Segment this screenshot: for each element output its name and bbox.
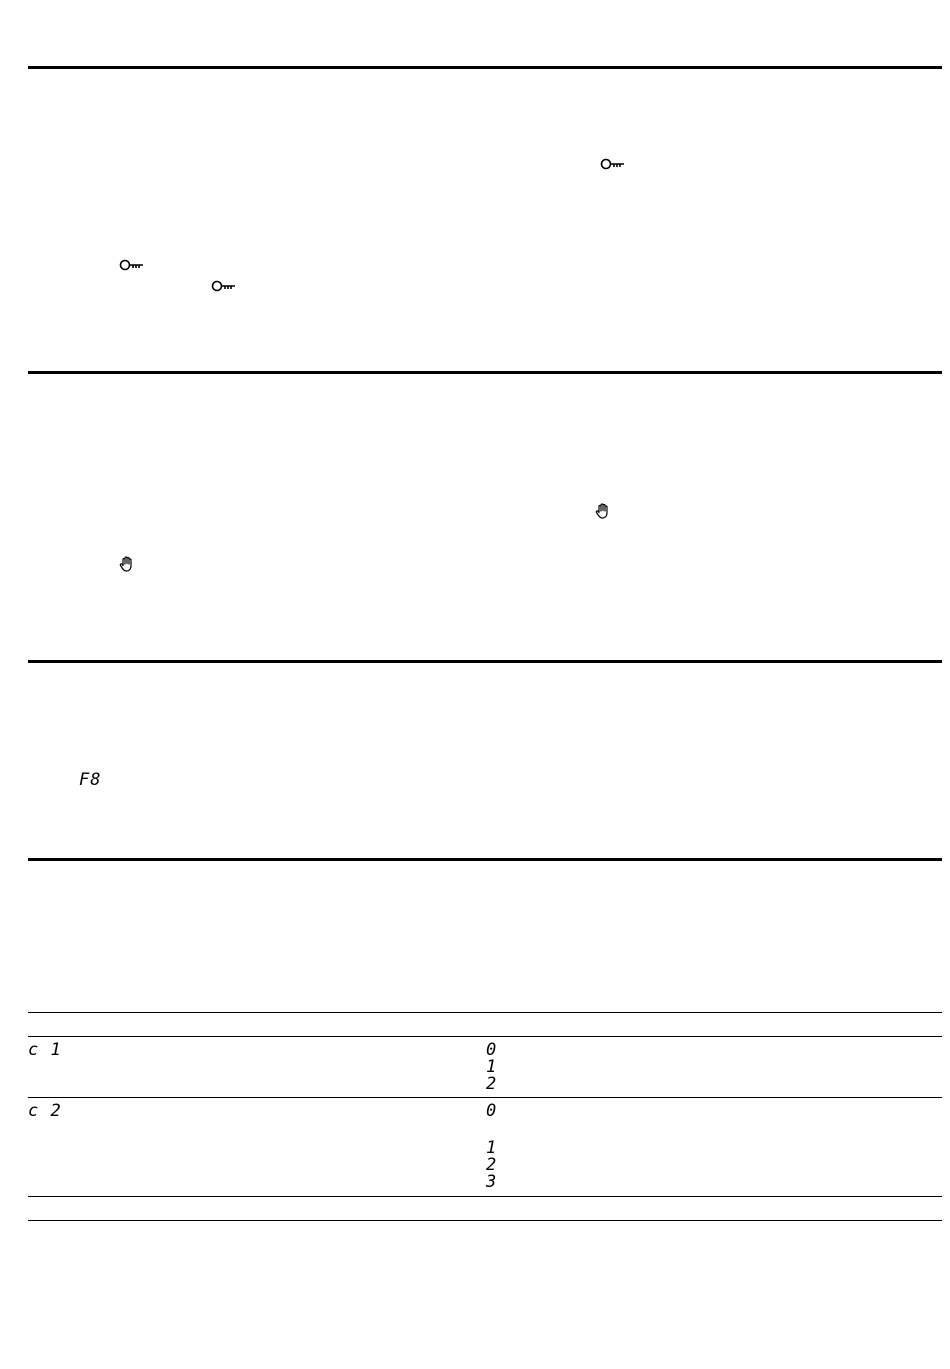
hand-icon	[118, 555, 136, 573]
setting-value: 2	[486, 1155, 498, 1175]
section-rule-1	[28, 66, 942, 69]
table-row-rule	[28, 1097, 942, 1098]
setting-code-c2: c 2	[28, 1101, 62, 1121]
table-top-rule	[28, 1012, 942, 1013]
section-rule-2	[28, 371, 942, 374]
setting-value: 3	[486, 1172, 498, 1192]
setting-value: 1	[486, 1057, 498, 1077]
setting-value: 0	[486, 1040, 498, 1060]
setting-value: 1	[486, 1138, 498, 1158]
key-icon	[211, 280, 237, 292]
table-row-rule	[28, 1196, 942, 1197]
section-rule-4	[28, 858, 942, 861]
hand-icon	[594, 502, 612, 520]
section-rule-3	[28, 660, 942, 663]
table-header-rule	[28, 1036, 942, 1037]
setting-code-c1: c 1	[28, 1040, 62, 1060]
key-icon	[600, 158, 626, 170]
key-icon	[119, 259, 145, 271]
setting-value: 2	[486, 1074, 498, 1094]
setting-value: 0	[486, 1101, 498, 1121]
table-bottom-rule	[28, 1220, 942, 1221]
error-code-display: F8	[79, 770, 102, 790]
